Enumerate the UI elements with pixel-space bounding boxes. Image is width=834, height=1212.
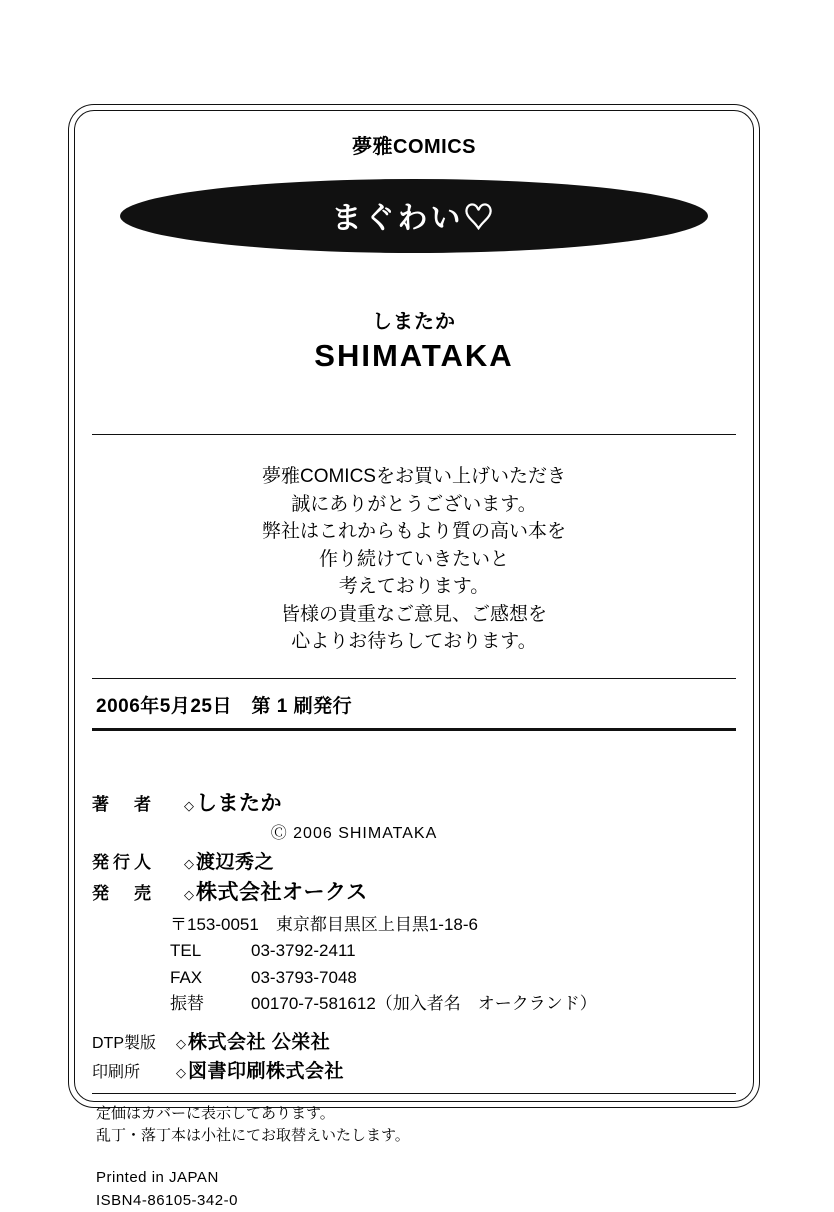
note-line: 定価はカバーに表示してあります。 (96, 1104, 335, 1122)
colophon-row (92, 787, 736, 817)
diamond-icon: ◇ (184, 855, 194, 871)
thanks-line: 誠にありがとうございます。 (291, 493, 537, 515)
thanks-line: 皆様の貴重なご意見、ご感想を (280, 603, 547, 625)
address-row (170, 965, 736, 991)
address-key: 振替 (170, 993, 204, 1013)
colophon-value: 渡辺秀之 (196, 851, 275, 873)
address-key: FAX (170, 967, 203, 987)
isbn: ISBN4-86105-342-0 (96, 1191, 238, 1209)
diamond-icon: ◇ (184, 886, 194, 902)
divider-bottom (92, 678, 736, 679)
imprint-label: 夢雅COMICS (352, 136, 476, 158)
divider-top (92, 434, 736, 435)
address-value: 東京都目黒区上目黒1-18-6 (258, 914, 478, 934)
thanks-line: 夢雅COMICSをお買い上げいただき (261, 466, 566, 487)
colophon-value: しまたか (196, 791, 282, 815)
printed-in: Printed in JAPAN (96, 1168, 219, 1186)
address-key: 〒153-0051 (170, 914, 259, 934)
divider-notes (92, 1093, 736, 1094)
notes-block (92, 1103, 736, 1148)
publisher-contact (92, 912, 736, 1017)
thanks-line: 弊社はこれからもより質の高い本を (261, 521, 566, 543)
copyright-line: Ⓒ 2006 SHIMATAKA (270, 824, 438, 842)
address-row (170, 991, 736, 1017)
colophon-label: 発 売 (92, 883, 155, 903)
address-value: 00170-7-581612（加入者名 オークランド） (234, 993, 597, 1013)
colophon-label: DTP製版 (92, 1035, 157, 1053)
note-line: 乱丁・落丁本は小社にてお取替えいたします。 (96, 1127, 410, 1145)
thanks-line: 作り続けていきたいと (318, 548, 509, 570)
colophon-label: 発行人 (92, 852, 155, 872)
colophon-row (92, 1056, 736, 1083)
diamond-icon: ◇ (184, 797, 194, 813)
thanks-line: 心よりお待ちしております。 (291, 631, 537, 653)
colophon-label: 印刷所 (92, 1064, 141, 1082)
colophon-value: 株式会社オークス (196, 880, 368, 904)
divider-under-date (92, 728, 736, 731)
page-content (92, 118, 736, 1209)
thanks-message (92, 463, 736, 656)
book-title: まぐわい♡ (331, 202, 497, 235)
diamond-icon: ◇ (176, 1065, 186, 1081)
address-row (170, 912, 736, 938)
address-key: TEL (170, 941, 202, 961)
title-banner (92, 171, 736, 263)
colophon-block (92, 787, 736, 1212)
publication-date: 2006年5月25日 第 1 刷発行 (96, 695, 353, 717)
colophon-value: 株式会社 公栄社 (188, 1032, 331, 1054)
address-value: 03-3792-2411 (234, 941, 356, 961)
author-name-roman: SHIMATAKA (314, 338, 514, 373)
diamond-icon: ◇ (176, 1036, 186, 1052)
address-row (170, 938, 736, 964)
author-name-kana: しまたか (372, 311, 456, 333)
colophon-row (92, 876, 736, 906)
colophon-row (92, 1027, 736, 1054)
colophon-value: 図書印刷株式会社 (188, 1061, 345, 1083)
colophon-label: 著 者 (92, 794, 155, 814)
production-block (92, 1027, 736, 1083)
colophon-row (92, 847, 736, 874)
thanks-line: 考えております。 (338, 576, 490, 598)
footer-block (92, 1166, 736, 1212)
address-value: 03-3793-7048 (234, 967, 357, 987)
